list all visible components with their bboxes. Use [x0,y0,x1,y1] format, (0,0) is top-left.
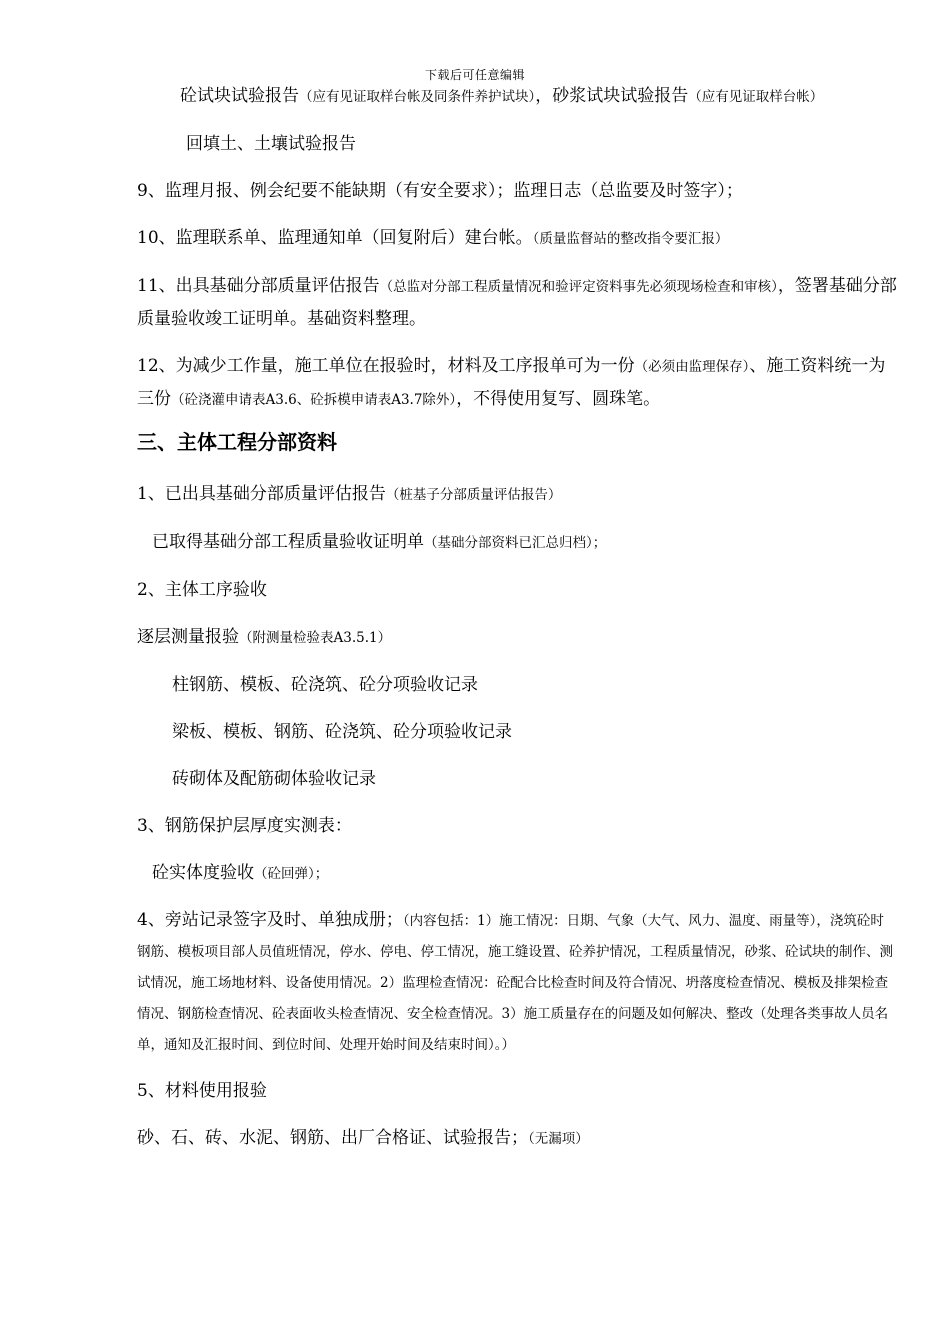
text-run: 梁板、模板、钢筋、砼浇筑、砼分项验收记录 [172,722,512,742]
note-text: （砼回弹）； [254,866,329,882]
note-text: （必须由监理保存） [634,359,750,375]
text-run: 三、主体工程分部资料 [137,430,337,454]
note-text: （附测量检验表A3.5.1） [239,630,392,646]
text-run: 、施工资料统一为三份 [137,356,886,409]
text-run: ，签署基础分部质量验收竣工证明单。基础资料整理。 [137,276,897,329]
note-text: （无漏项） [528,1131,589,1147]
text-run: 回填土、土壤试验报告 [186,134,356,154]
text-run: ，不得使用复写、圆珠笔。 [456,389,661,409]
text-run: 4、旁站记录签字及时、单独成册； [137,910,403,930]
note-text: （桩基子分部质量评估报告） [385,487,562,503]
note-text: （总监对分部工程质量情况和验评定资料事先必须现场检查和审核） [379,279,778,295]
note-text: （砼浇灌申请表A3.6、砼拆模申请表A3.7除外） [171,392,457,408]
paragraph [137,270,897,335]
text-run: 5、材料使用报验 [137,1081,267,1101]
note-text: （应有见证取样台帐） [688,89,824,105]
paragraph [137,905,897,1060]
text-run: 逐层测量报验 [137,627,239,647]
text-run: 10、监理联系单、监理通知单（回复附后）建台帐。 [137,228,533,248]
paragraph [137,350,897,416]
section-heading [137,426,897,458]
list-item [137,716,897,748]
text-run: 已取得基础分部工程质量验收证明单 [152,532,424,552]
paragraph [137,478,897,511]
text-run: 11、出具基础分部质量评估报告 [137,276,380,296]
text-run: 砂、石、砖、水泥、钢筋、出厂合格证、试验报告； [137,1128,528,1148]
paragraph [137,621,897,654]
text-run: 砼试块试验报告 [180,86,299,106]
note-text: （基础分部资料已汇总归档）； [424,535,607,551]
text-run: 9、监理月报、例会纪要不能缺期（有安全要求）；监理日志（总监要及时签字）； [137,181,743,201]
text-run: 3、钢筋保护层厚度实测表： [137,816,352,836]
paragraph [137,1075,897,1107]
paragraph [137,810,897,842]
document-body [137,80,897,1155]
list-item [137,669,897,701]
note-text: （内容包括：1）施工情况：日期、气象（大气、风力、温度、雨量等），浇筑砼时钢筋、模板项目部人员值班情况，停水、停电、停工情况，施工缝设置、砼养护情况，工程质量情况，砂浆、砼试块的制作、测试情况，施工场地材料、设备使用情况。2）监理检查情况：砼配合比检查时间及符合情况、坍落度检查情况、模板及排架检查情况、钢筋检查情况、砼表面收头检查情况、安全检查情况。3）施工质量存在的问题及如何解决、整改（处理各类事故人员名单，通知及汇报时间、到位时间、处理开始时间及结束时间）。） [137,913,893,1053]
paragraph [137,526,897,559]
page-header-note: 下载后可任意编辑 [424,68,525,82]
text-run: 2、主体工序验收 [137,580,267,600]
paragraph [137,857,897,890]
paragraph [137,80,897,113]
text-run: 柱钢筋、模板、砼浇筑、砼分项验收记录 [172,675,478,695]
text-run: ，砂浆试块试验报告 [535,86,689,106]
note-text: （质量监督站的整改指令要汇报） [532,231,729,247]
paragraph [137,128,897,160]
paragraph [137,222,897,255]
paragraph [137,574,897,606]
note-text: （应有见证取样台帐及同条件养护试块） [299,89,536,105]
text-run: 1、已出具基础分部质量评估报告 [137,484,386,504]
list-item [137,763,897,795]
text-run: 砖砌体及配筋砌体验收记录 [172,769,376,789]
paragraph [137,1122,897,1155]
paragraph [137,175,897,207]
text-run: 砼实体度验收 [152,863,254,883]
text-run: 12、为减少工作量，施工单位在报验时，材料及工序报单可为一份 [137,356,635,376]
